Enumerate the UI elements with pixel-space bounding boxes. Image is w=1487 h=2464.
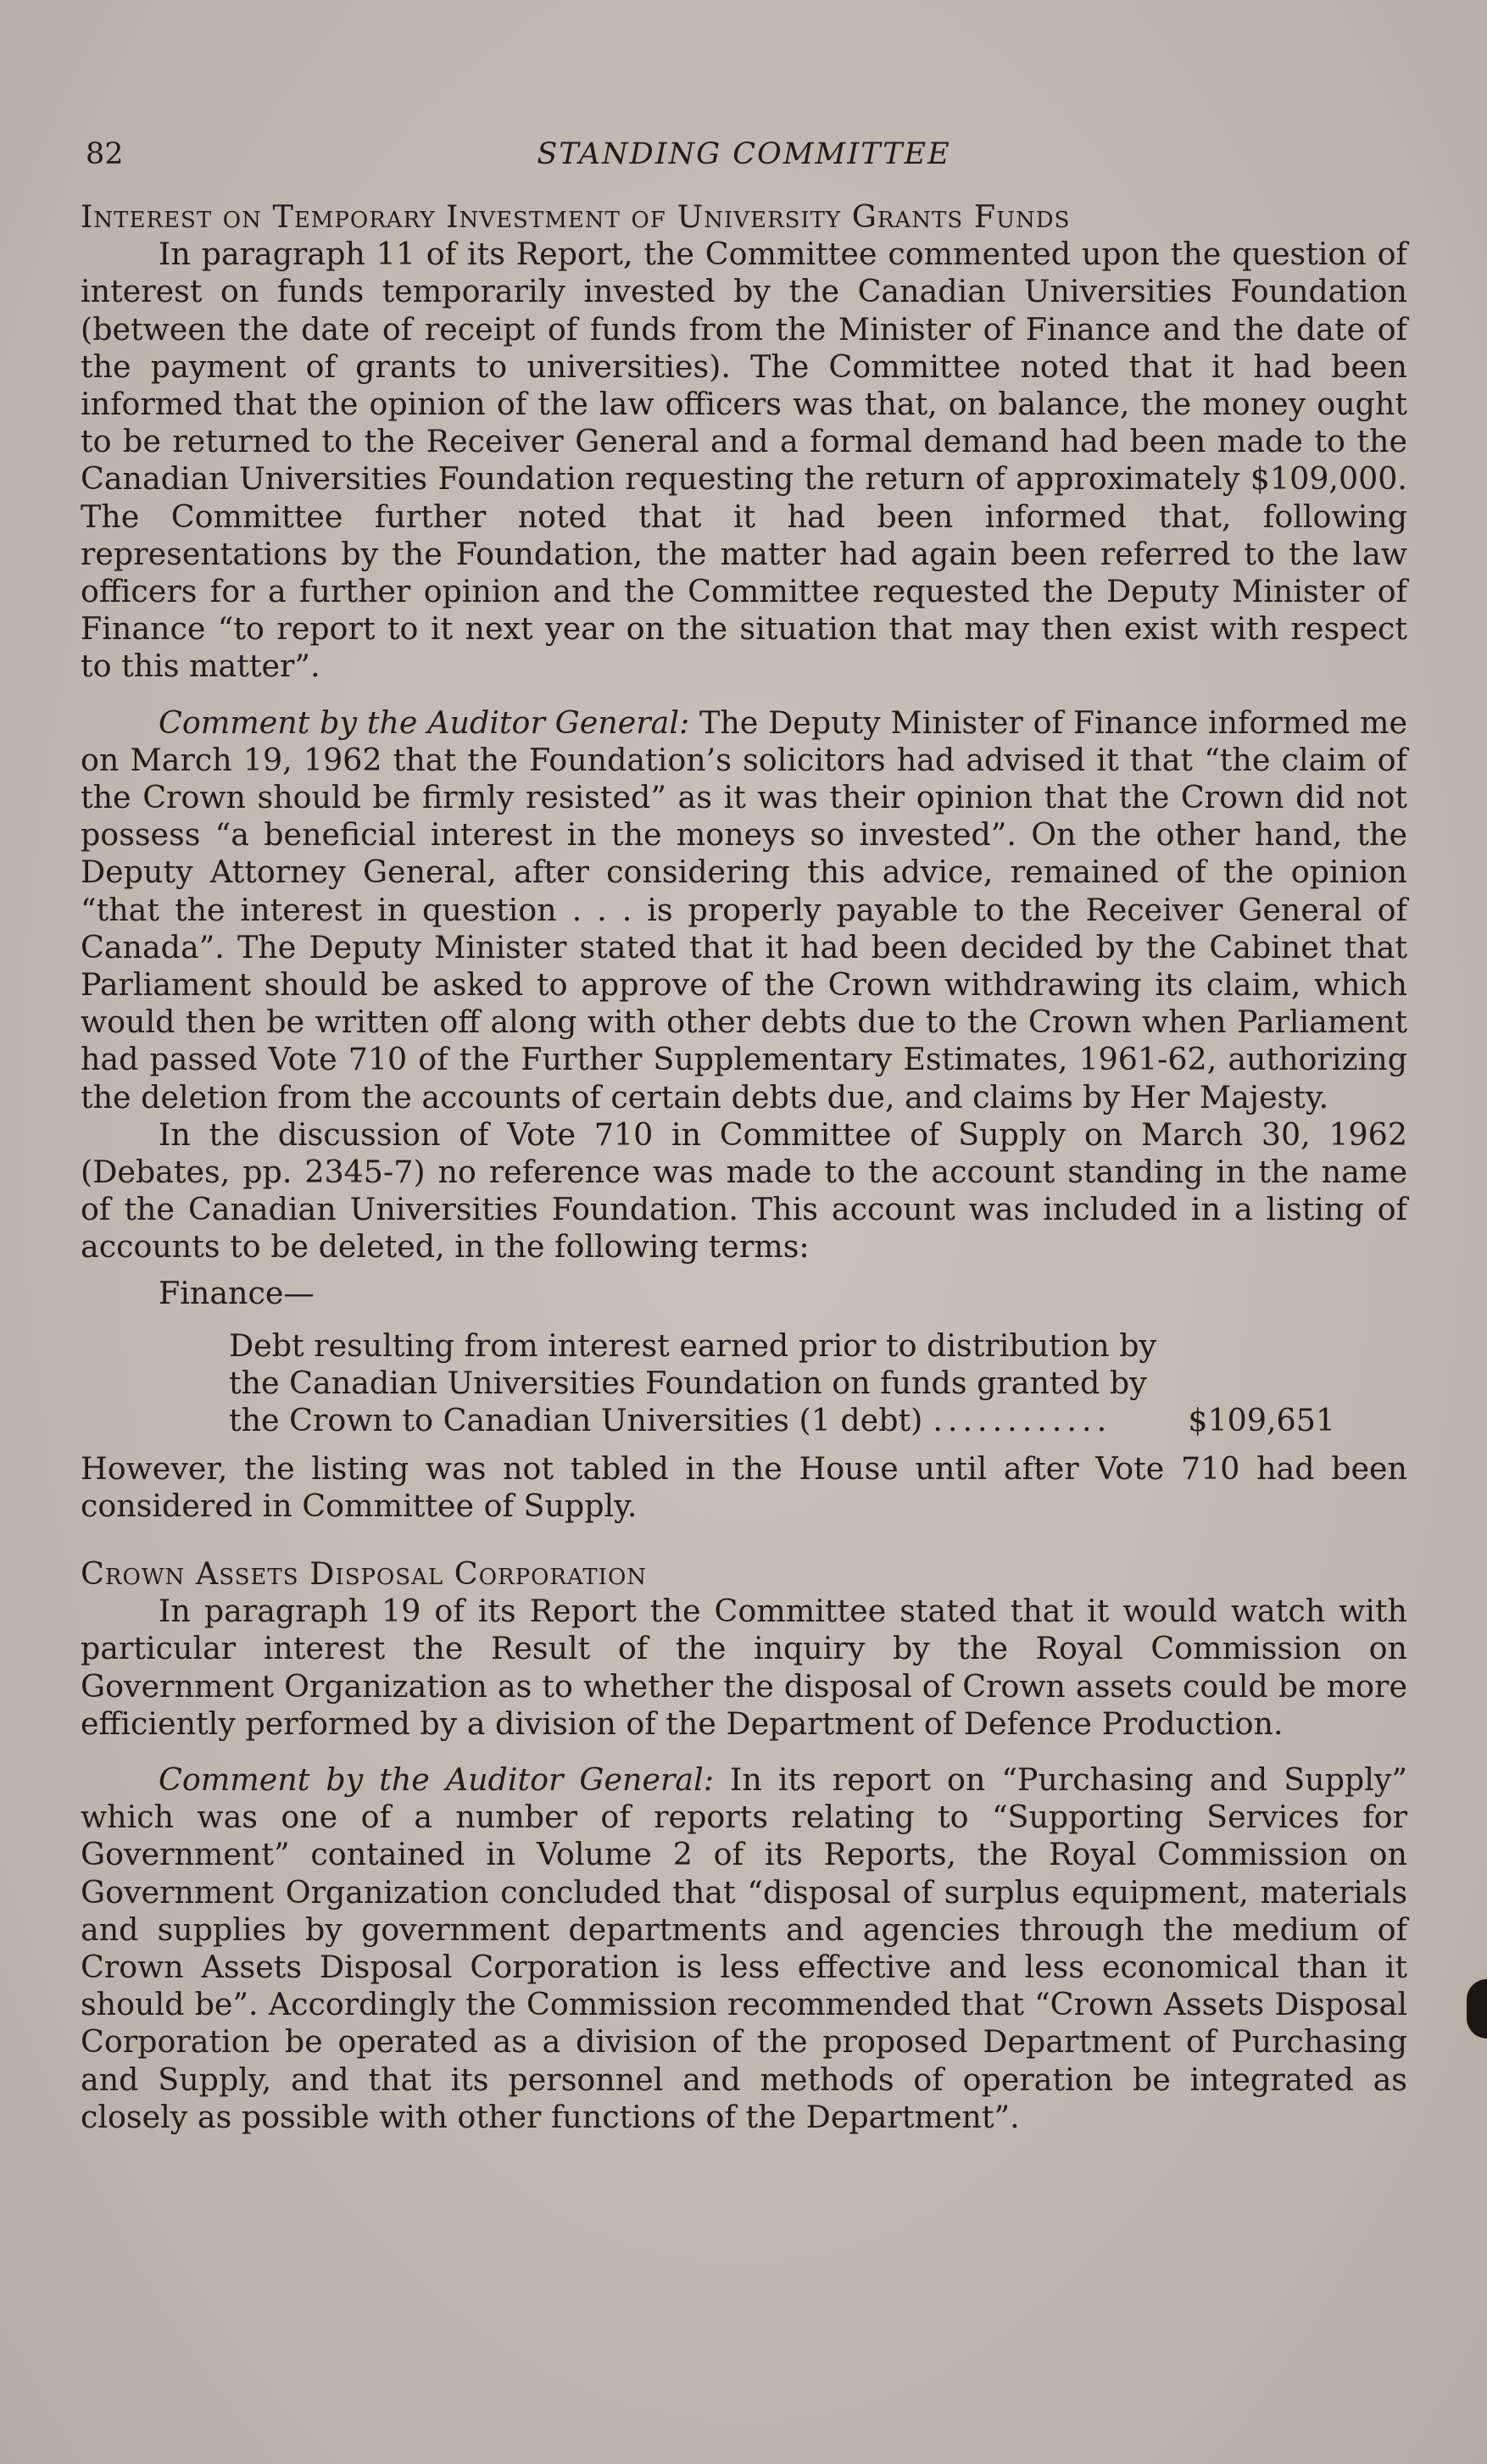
page-header bbox=[81, 127, 1407, 183]
listing-line: the Canadian Universities Foundation on funds granted by bbox=[229, 1365, 1147, 1402]
paragraph: However, the listing was not tabled in the House until after Vote 710 had been considered in Committee of Supply. bbox=[81, 1449, 1407, 1524]
dot-leader: ............ bbox=[933, 1402, 1112, 1439]
listing-line-amount bbox=[229, 1402, 1335, 1439]
paragraph: In the discussion of Vote 710 in Committee of Supply on March 30, 1962 (Debates, pp. 2345-7) no reference was made to the account standing in the name of the Canadian Universities Foundation. This account was included in a listing of accounts to be deleted, in the following terms: bbox=[81, 1115, 1407, 1265]
comment-lead: Comment by the Auditor General: bbox=[159, 1760, 715, 1798]
paragraph: In paragraph 19 of its Report the Committee stated that it would watch with particular interest the Result of the inquiry by the Royal Commission on Government Organization as to whether the disposal of Crown assets could be more efficiently performed by a division of the Department of Defence Production. bbox=[81, 1593, 1407, 1742]
document-page bbox=[81, 127, 1407, 2136]
comment-lead: Comment by the Auditor General: bbox=[159, 704, 690, 741]
debt-listing bbox=[81, 1327, 1335, 1440]
section-title-crown-assets: Crown Assets Disposal Corporation bbox=[81, 1555, 648, 1592]
comment-text: In its report on “Purchasing and Supply” which was one of a number of reports relating to “Supporting Services for Government” contained in Volume 2 of its Reports, the Royal Commission on Government Organization concluded that “disposal of surplus equipment, materials and supplies by government departments and agencies through the medium of Crown Assets Disposal Corporation is less effective and less economical than it should be”. Accordingly the Commission recommended that “Crown Assets Disposal Corporation be operated as a division of the proposed Department of Purchasing and Supply, and that its personnel and methods of operation be integrated as closely as possible with other functions of the Department”. bbox=[81, 1760, 1407, 2135]
page-number: 82 bbox=[86, 137, 124, 171]
listing-line: the Crown to Canadian Universities (1 debt) bbox=[229, 1402, 923, 1439]
comment-paragraph bbox=[81, 704, 1407, 1116]
section-title-interest: Interest on Temporary Investment of University Grants Funds bbox=[81, 198, 1071, 235]
paragraph: In paragraph 11 of its Report, the Committee commented upon the question of interest on funds temporarily invested by the Canadian Universities Foundation (between the date of receipt of funds from the Minister of Finance and the date of the payment of grants to universities). The Committee noted that it had been informed that the opinion of the law officers was that, on balance, the money ought to be returned to the Receiver General and a formal demand had been made to the Canadian Universities Foundation requesting the return of approximately $109,000. The Committee further noted that it had been informed that, following representations by the Foundation, the matter had again been referred to the law officers for a further opinion and the Committee requested the Deputy Minister of Finance “to report to it next year on the situation that may then exist with respect to this matter”. bbox=[81, 236, 1407, 685]
page-edge-mark bbox=[1467, 1979, 1487, 2039]
listing-line: Debt resulting from interest earned prior to distribution by bbox=[229, 1327, 1157, 1364]
listing-amount: $109,651 bbox=[1188, 1402, 1335, 1439]
listing-label: Finance— bbox=[159, 1274, 315, 1311]
running-head: STANDING COMMITTEE bbox=[537, 137, 951, 171]
comment-paragraph bbox=[81, 1761, 1407, 2136]
comment-text: The Deputy Minister of Finance informed me on March 19, 1962 that the Foundation’s solicitors had advised it that “the claim of the Crown should be firmly resisted” as it was their opinion that the Crown did not possess “a beneficial interest in the moneys so invested”. On the other hand, the Deputy Attorney General, after considering this advice, remained of the opinion “that the interest in question . . . is properly payable to the Receiver General of Canada”. The Deputy Minister stated that it had been decided by the Cabinet that Parliament should be asked to approve of the Crown withdrawing its claim, which would then be written off along with other debts due to the Crown when Parliament had passed Vote 710 of the Further Supplementary Estimates, 1961-62, authorizing the deletion from the accounts of certain debts due, and claims by Her Majesty. bbox=[81, 704, 1407, 1115]
